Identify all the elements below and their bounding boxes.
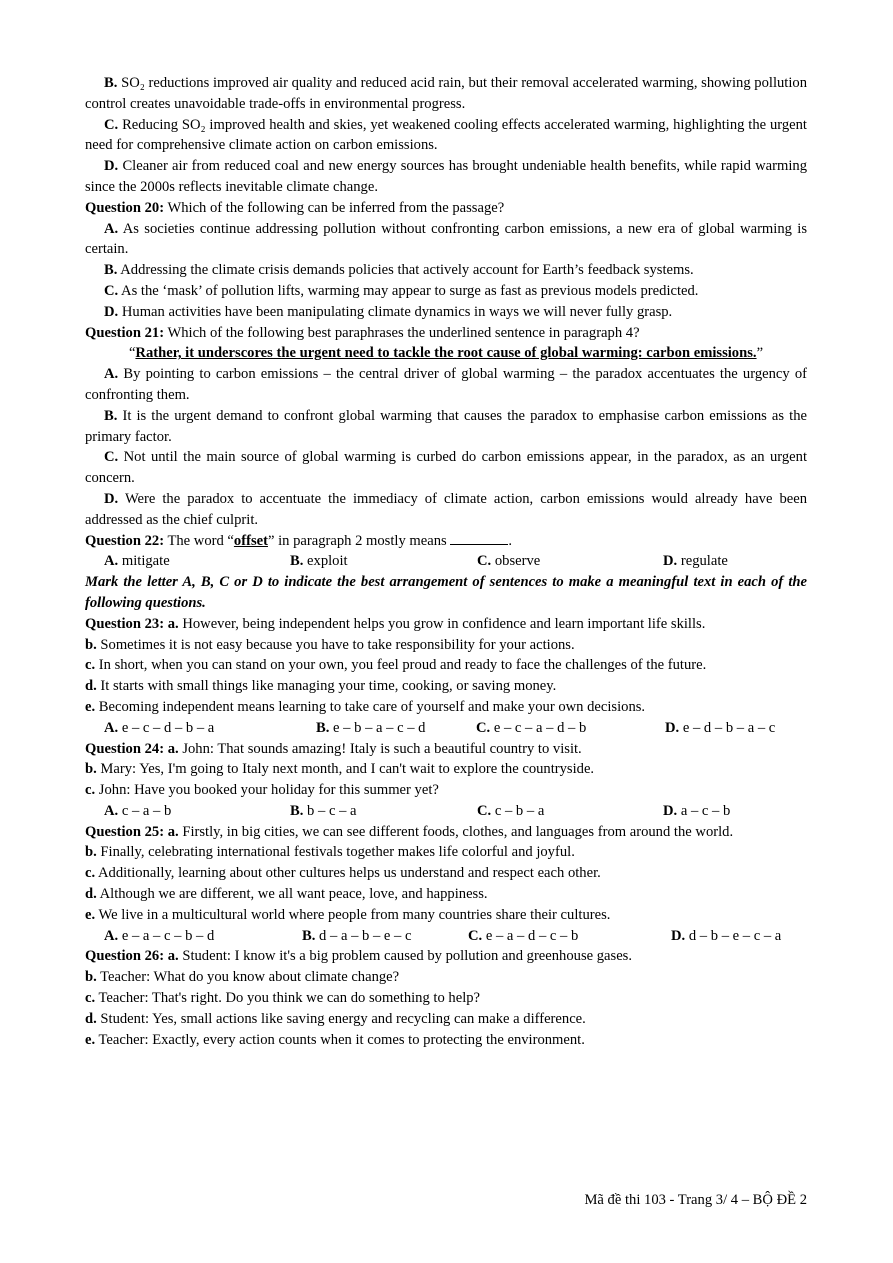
q21-quote: “Rather, it underscores the urgent need to tackle the root cause of global warming: carbon emissions.” <box>128 345 764 362</box>
q24-option-d: D. a – c – b <box>663 802 731 819</box>
q24-line-b: b. Mary: Yes, I'm going to Italy next month, and I can't wait to explore the countryside. <box>85 761 595 778</box>
q24-option-a: A. c – a – b <box>104 802 172 819</box>
answer-blank <box>450 532 508 545</box>
q19-option-c: C. Reducing SO₂ improved health and skies, yet weakened cooling effects accelerated warming, highlighting the urgent need for comprehensive climate action on carbon emissions. <box>85 116 807 154</box>
q25-option-c: C. e – a – d – c – b <box>468 927 579 944</box>
q26-line-e: e. Teacher: Exactly, every action counts when it comes to protecting the environment. <box>85 1031 585 1048</box>
q19-option-d: D. Cleaner air from reduced coal and new energy sources has brought undeniable health benefits, while rapid warming since the 2000s reflects inevitable climate change. <box>85 158 807 195</box>
page-footer: Mã đề thi 103 - Trang 3/ 4 – BỘ ĐỀ 2 <box>584 1192 807 1208</box>
q24-option-b: B. b – c – a <box>290 802 357 819</box>
exam-page <box>85 73 807 1050</box>
q22-option-d: D. regulate <box>663 553 728 570</box>
q25-line-e: e. We live in a multicultural world where people from many countries share their cultures. <box>85 906 611 923</box>
q25-line-b: b. Finally, celebrating international festivals together makes life colorful and joyful. <box>85 844 575 861</box>
q25-options <box>85 926 807 947</box>
q22-option-a: A. mitigate <box>104 553 170 570</box>
q23-line-e: e. Becoming independent means learning to take care of yourself and make your own decisions. <box>85 698 646 715</box>
q26-line-b: b. Teacher: What do you know about climate change? <box>85 969 400 986</box>
q23-line-d: d. It starts with small things like managing your time, cooking, or saving money. <box>85 678 557 695</box>
q25-option-b: B. d – a – b – e – c <box>302 927 412 944</box>
q22-options <box>85 551 807 572</box>
q20-option-a: A. As societies continue addressing pollution without confronting carbon emissions, a new era of global warming is certain. <box>85 220 807 258</box>
q19-option-b: B. SO₂ reductions improved air quality and reduced acid rain, but their removal accelerated warming, showing pollution control creates unavoidable trade-offs in environmental progress. <box>85 75 808 112</box>
q23-options <box>85 718 807 739</box>
q25-option-d: D. d – b – e – c – a <box>671 927 782 944</box>
q21-option-a: A. By pointing to carbon emissions – the central driver of global warming – the paradox accentuates the urgency of confronting them. <box>85 366 807 403</box>
q25-line-a: Question 25: a. Firstly, in big cities, we can see different foods, clothes, and languages from around the world. <box>85 823 734 840</box>
q22-option-c: C. observe <box>477 553 541 570</box>
q25-option-a: A. e – a – c – b – d <box>104 927 215 944</box>
q23-line-b: b. Sometimes it is not easy because you have to take responsibility for your actions. <box>85 636 575 653</box>
q23-line-a: Question 23: a. However, being independent helps you grow in confidence and learn important life skills. <box>85 615 706 632</box>
q20-option-c: C. As the ‘mask’ of pollution lifts, warming may appear to surge as fast as previous models predicted. <box>104 282 699 299</box>
q23-option-d: D. e – d – b – a – c <box>665 719 776 736</box>
q23-option-c: C. e – c – a – d – b <box>476 719 587 736</box>
q24-option-c: C. c – b – a <box>477 802 545 819</box>
q21-option-c: C. Not until the main source of global warming is curbed do carbon emissions appear, in the paradox, as an urgent concern. <box>85 449 807 487</box>
q25-line-c: c. Additionally, learning about other cultures helps us understand and respect each other. <box>85 865 601 882</box>
section-instruction: Mark the letter A, B, C or D to indicate the best arrangement of sentences to make a meaningful text in each of the following questions. <box>85 574 807 611</box>
q24-line-a: Question 24: a. John: That sounds amazing! Italy is such a beautiful country to visit. <box>85 740 582 757</box>
q24-line-c: c. John: Have you booked your holiday for this summer yet? <box>85 782 439 799</box>
q20-option-d: D. Human activities have been manipulating climate dynamics in ways we will never fully grasp. <box>104 303 673 320</box>
q26-line-c: c. Teacher: That's right. Do you think we can do something to help? <box>85 990 481 1007</box>
q23-option-b: B. e – b – a – c – d <box>316 719 426 736</box>
q21-stem: Question 21: Which of the following best paraphrases the underlined sentence in paragraph 4? <box>85 324 640 341</box>
q20-stem: Question 20: Which of the following can be inferred from the passage? <box>85 199 505 216</box>
q23-option-a: A. e – c – d – b – a <box>104 719 215 736</box>
q21-option-d: D. Were the paradox to accentuate the immediacy of climate action, carbon emissions would already have been addressed as the chief culprit. <box>85 490 807 528</box>
q25-line-d: d. Although we are different, we all want peace, love, and happiness. <box>85 886 488 903</box>
q21-option-b: B. It is the urgent demand to confront global warming that causes the paradox to emphasise carbon emissions as the primary factor. <box>85 407 807 445</box>
q24-options <box>85 801 807 822</box>
q22-stem: Question 22: The word “offset” in paragraph 2 mostly means . <box>85 532 513 549</box>
q23-line-c: c. In short, when you can stand on your own, you feel proud and ready to face the challenges of the future. <box>85 657 707 674</box>
q26-line-d: d. Student: Yes, small actions like saving energy and recycling can make a difference. <box>85 1010 586 1027</box>
q22-option-b: B. exploit <box>290 553 348 570</box>
q26-line-a: Question 26: a. Student: I know it's a big problem caused by pollution and greenhouse gases. <box>85 948 633 965</box>
q20-option-b: B. Addressing the climate crisis demands policies that actively account for Earth’s feedback systems. <box>104 262 694 279</box>
